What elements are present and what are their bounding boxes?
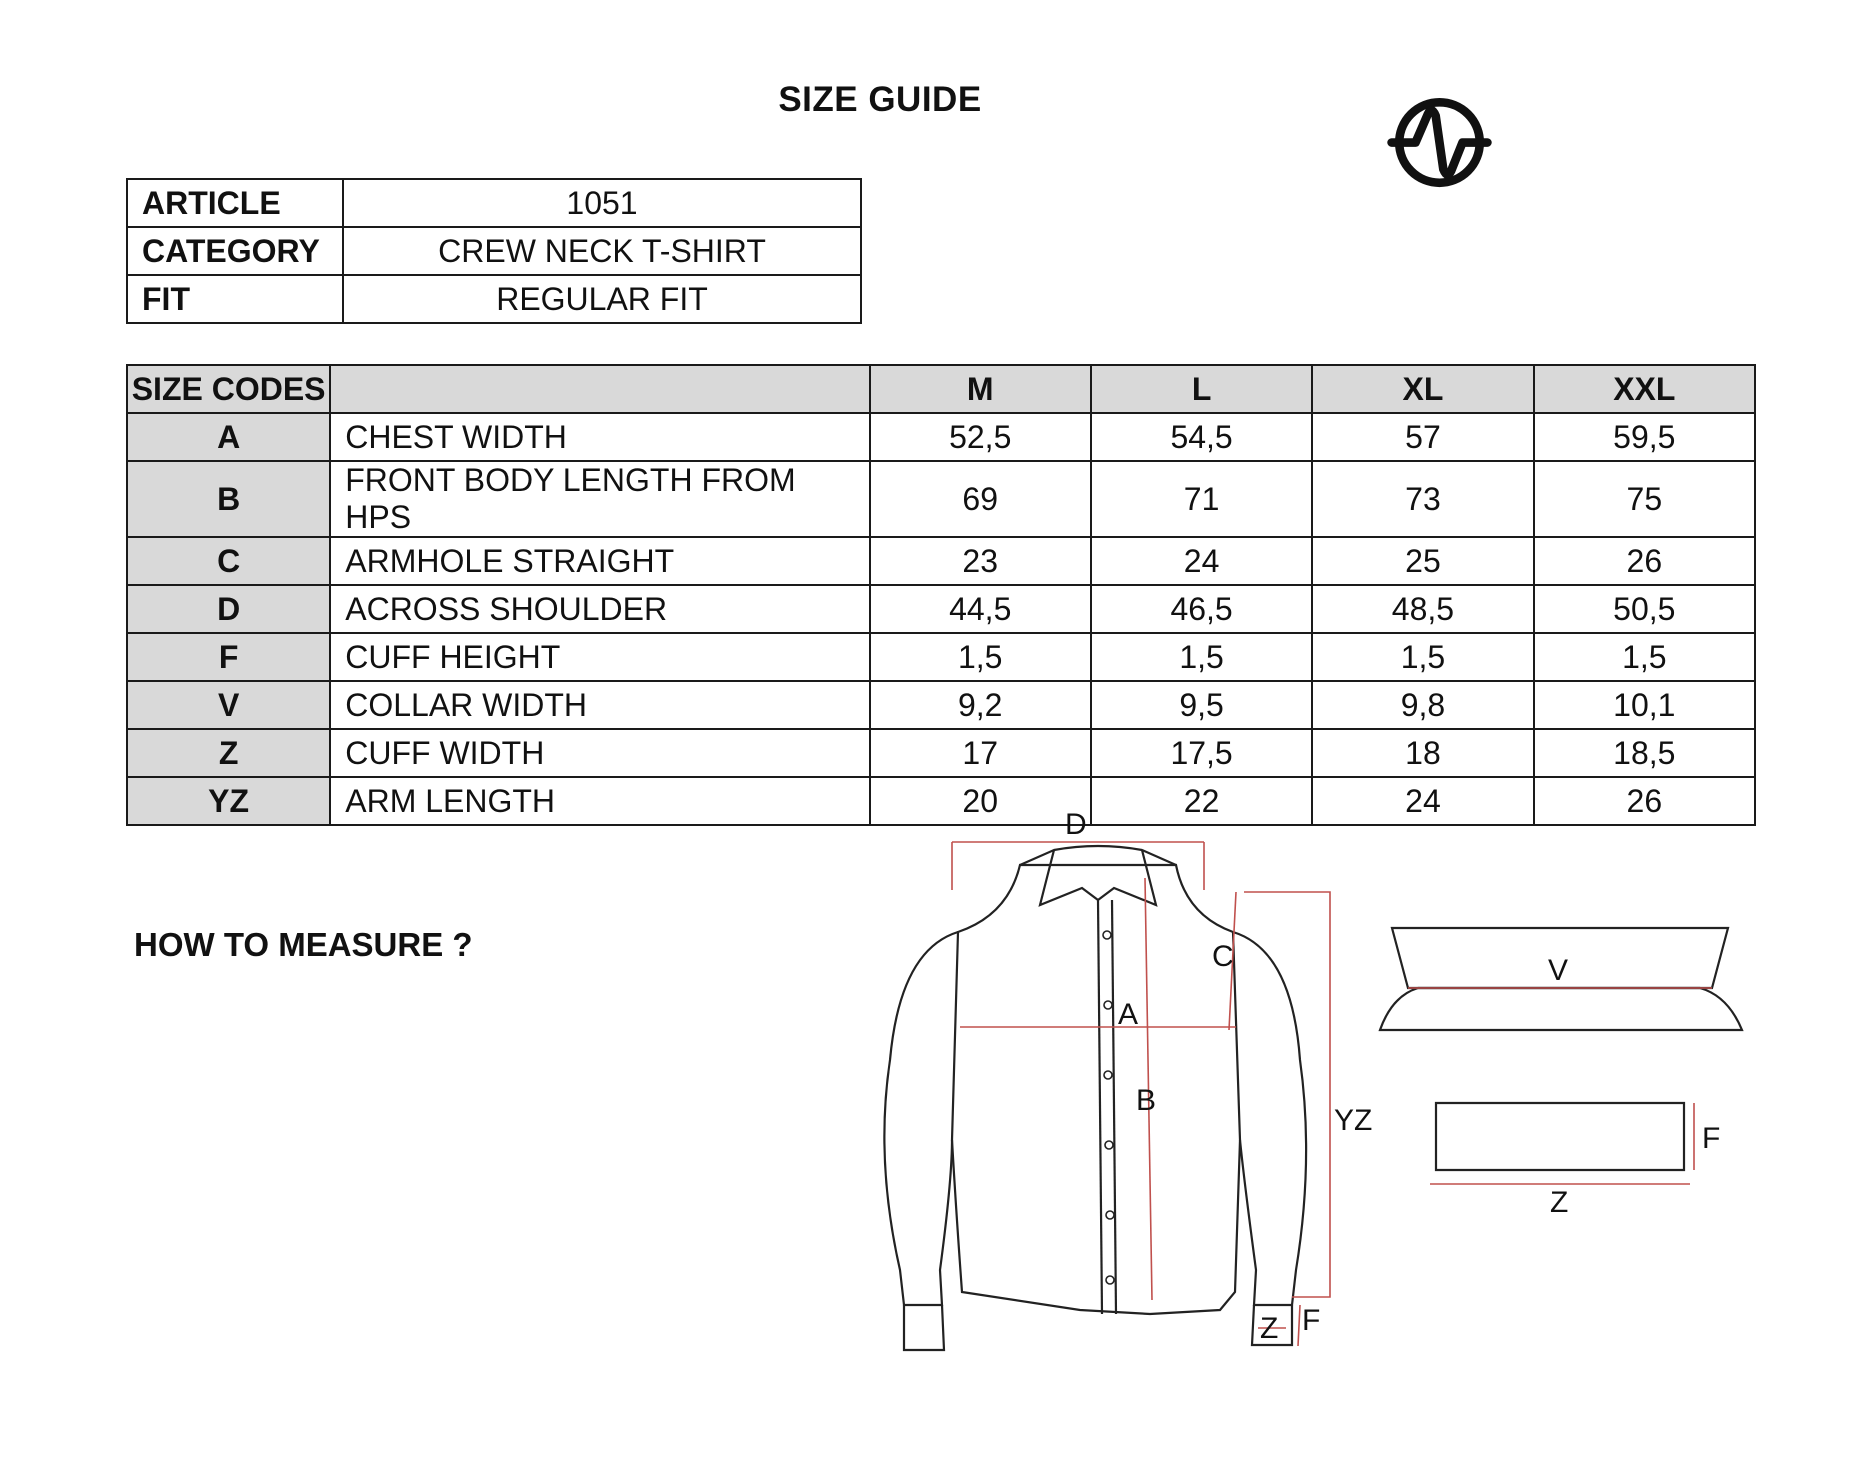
table-row: [127, 681, 1755, 729]
measurement-value-cell: 23: [870, 537, 1091, 585]
measurement-value-cell: 1,5: [1534, 633, 1755, 681]
info-value: CREW NECK T-SHIRT: [343, 227, 861, 275]
label-z-cuff: Z: [1550, 1186, 1569, 1219]
measurement-value-cell: 18: [1312, 729, 1533, 777]
measurement-value-cell: 1,5: [1312, 633, 1533, 681]
article-info-table: [126, 178, 862, 324]
measurement-value-cell: 9,8: [1312, 681, 1533, 729]
measurement-value-cell: 57: [1312, 413, 1533, 461]
measurement-value-cell: 9,5: [1091, 681, 1312, 729]
label-f-cuff: F: [1702, 1122, 1721, 1155]
label-c: C: [1212, 940, 1234, 973]
info-row: [127, 275, 861, 323]
info-row: [127, 227, 861, 275]
wave-logo-icon: [1382, 85, 1497, 200]
info-key: ARTICLE: [127, 179, 343, 227]
info-key: CATEGORY: [127, 227, 343, 275]
measurement-name-cell: COLLAR WIDTH: [330, 681, 869, 729]
measurement-value-cell: 18,5: [1534, 729, 1755, 777]
measurement-value-cell: 46,5: [1091, 585, 1312, 633]
table-row: [127, 413, 1755, 461]
info-value: 1051: [343, 179, 861, 227]
size-code-cell: YZ: [127, 777, 330, 825]
size-header-row: [127, 365, 1755, 413]
size-code-cell: A: [127, 413, 330, 461]
label-d: D: [1065, 808, 1087, 841]
label-yz: YZ: [1334, 1104, 1373, 1137]
label-f-sleeve: F: [1302, 1304, 1321, 1337]
measurement-value-cell: 48,5: [1312, 585, 1533, 633]
label-a: A: [1118, 998, 1139, 1031]
measurement-value-cell: 26: [1534, 537, 1755, 585]
measurement-value-cell: 52,5: [870, 413, 1091, 461]
size-column-header: M: [870, 365, 1091, 413]
measurement-name-cell: FRONT BODY LENGTH FROM HPS: [330, 461, 869, 537]
measurement-value-cell: 71: [1091, 461, 1312, 537]
table-row: [127, 461, 1755, 537]
shirt-measurement-diagram: [840, 800, 1850, 1360]
size-codes-header: SIZE CODES: [127, 365, 330, 413]
measurement-value-cell: 24: [1312, 777, 1533, 825]
page-title: SIZE GUIDE: [778, 80, 982, 119]
shirt-outline: [884, 846, 1306, 1350]
cuff-measure-lines: [1430, 1103, 1694, 1184]
measurement-value-cell: 17,5: [1091, 729, 1312, 777]
measurement-value-cell: 69: [870, 461, 1091, 537]
measurement-value-cell: 25: [1312, 537, 1533, 585]
size-code-cell: D: [127, 585, 330, 633]
info-value: REGULAR FIT: [343, 275, 861, 323]
size-column-header: XL: [1312, 365, 1533, 413]
description-header: [330, 365, 869, 413]
table-row: [127, 537, 1755, 585]
measurement-value-cell: 10,1: [1534, 681, 1755, 729]
measurement-value-cell: 44,5: [870, 585, 1091, 633]
info-key: FIT: [127, 275, 343, 323]
info-row: [127, 179, 861, 227]
table-row: [127, 729, 1755, 777]
how-to-measure-heading: HOW TO MEASURE ?: [134, 926, 473, 963]
measurement-value-cell: 17: [870, 729, 1091, 777]
measurement-name-cell: CUFF HEIGHT: [330, 633, 869, 681]
measurement-value-cell: 22: [1091, 777, 1312, 825]
measurement-value-cell: 9,2: [870, 681, 1091, 729]
size-column-header: L: [1091, 365, 1312, 413]
measurement-value-cell: 59,5: [1534, 413, 1755, 461]
measurement-name-cell: ACROSS SHOULDER: [330, 585, 869, 633]
measurement-name-cell: ARMHOLE STRAIGHT: [330, 537, 869, 585]
label-v: V: [1548, 954, 1569, 987]
measurement-value-cell: 73: [1312, 461, 1533, 537]
size-chart-table: [126, 364, 1756, 826]
measurement-value-cell: 24: [1091, 537, 1312, 585]
size-code-cell: B: [127, 461, 330, 537]
measurement-name-cell: ARM LENGTH: [330, 777, 869, 825]
table-row: [127, 585, 1755, 633]
size-code-cell: F: [127, 633, 330, 681]
size-code-cell: V: [127, 681, 330, 729]
table-row: [127, 633, 1755, 681]
measurement-value-cell: 75: [1534, 461, 1755, 537]
label-z-sleeve: Z: [1260, 1312, 1279, 1345]
size-code-cell: Z: [127, 729, 330, 777]
cuff-piece-outline: [1436, 1103, 1684, 1170]
measurement-name-cell: CHEST WIDTH: [330, 413, 869, 461]
measurement-value-cell: 1,5: [1091, 633, 1312, 681]
size-code-cell: C: [127, 537, 330, 585]
measurement-value-cell: 26: [1534, 777, 1755, 825]
measurement-value-cell: 54,5: [1091, 413, 1312, 461]
measurement-value-cell: 1,5: [870, 633, 1091, 681]
measurement-value-cell: 50,5: [1534, 585, 1755, 633]
label-b: B: [1136, 1084, 1157, 1117]
size-column-header: XXL: [1534, 365, 1755, 413]
measurement-name-cell: CUFF WIDTH: [330, 729, 869, 777]
measurement-value-cell: 20: [870, 777, 1091, 825]
